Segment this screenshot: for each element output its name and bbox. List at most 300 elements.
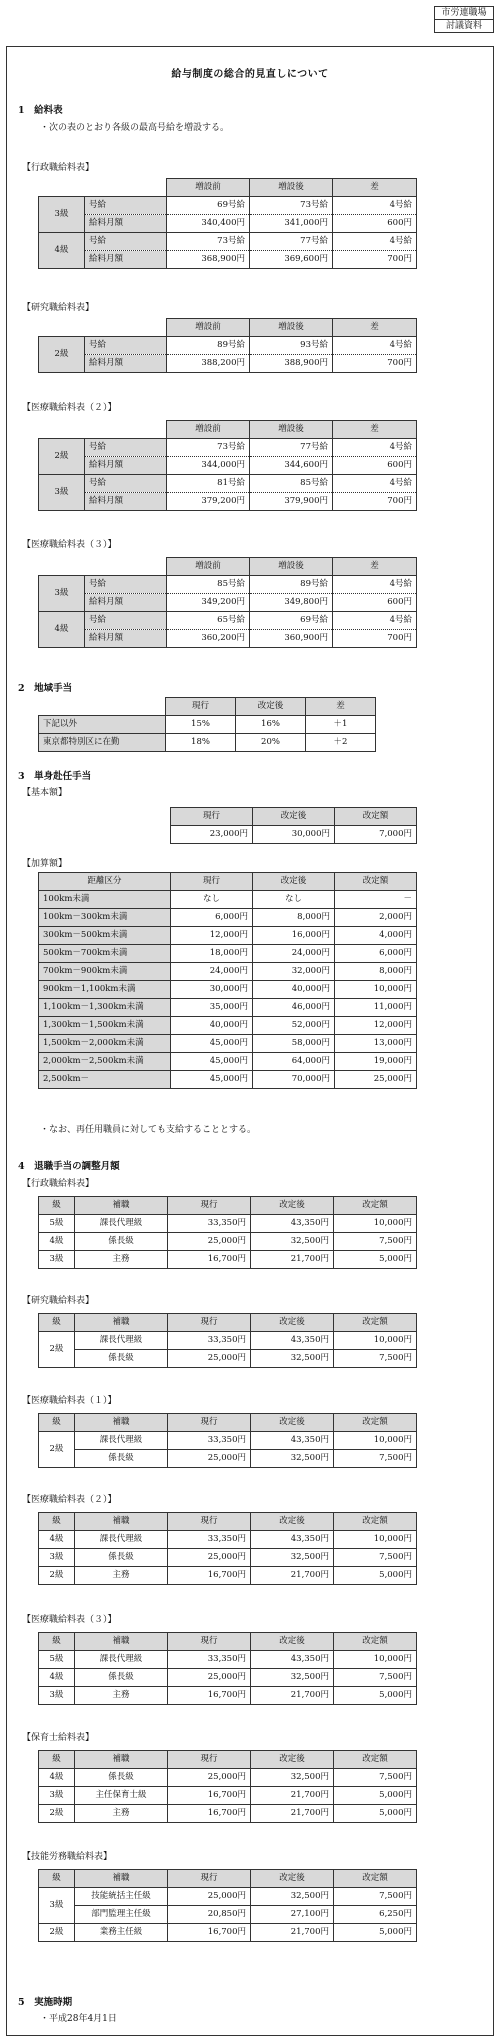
iryo3-retirement-label: 【医療職給料表（３）】: [22, 1615, 117, 1625]
empty-header-cell: [39, 698, 166, 716]
cell: 20,850円: [168, 1906, 251, 1924]
position-cell: 係長級: [75, 1233, 168, 1251]
col-header: 差: [333, 558, 417, 576]
iryo3-salary-label: 【医療職給料表（３）】: [22, 540, 117, 550]
cell: 21,700円: [251, 1787, 334, 1805]
cell: 388,200円: [167, 355, 250, 373]
grade-cell: 4級: [39, 233, 85, 269]
table-header-row: [39, 1314, 417, 1332]
grade-cell: 2級: [39, 337, 85, 373]
item-label: 給料月額: [85, 594, 167, 612]
cell: 349,800円: [250, 594, 333, 612]
cell: 69号給: [250, 612, 333, 630]
cell: 24,000円: [171, 963, 253, 981]
section-5-heading: 5 実施時期: [18, 1997, 73, 2008]
col-header: 増設後: [250, 179, 333, 197]
cell: 16,700円: [168, 1251, 251, 1269]
grade-cell: 3級: [39, 475, 85, 511]
cell: 16,700円: [168, 1924, 251, 1942]
cell: 16,700円: [168, 1687, 251, 1705]
gino-retirement-table: [38, 1869, 417, 1942]
cell: 25,000円: [168, 1549, 251, 1567]
item-label: 号給: [85, 233, 167, 251]
cell: 4号給: [333, 233, 417, 251]
cell: 70,000円: [253, 1071, 335, 1089]
cell: 600円: [333, 215, 417, 233]
cell: 43,350円: [251, 1432, 334, 1450]
grade-cell: 5級: [39, 1215, 75, 1233]
table-row: [39, 1805, 417, 1823]
col-header: 改定額: [335, 808, 417, 826]
section-1-note: ・次の表のとおり各級の最高号給を増設する。: [40, 123, 230, 133]
cell: 4号給: [333, 475, 417, 493]
kenkyu-salary-table: [38, 318, 417, 373]
table-row: [39, 1071, 417, 1089]
position-cell: 主任保育士級: [75, 1787, 168, 1805]
empty-header-cell: [39, 319, 167, 337]
cell: 43,350円: [251, 1531, 334, 1549]
col-header: 改定後: [251, 1633, 334, 1651]
col-header: 補職: [75, 1513, 168, 1531]
table-row: [39, 1350, 417, 1368]
table-row: [39, 1769, 417, 1787]
iryo1-retirement-label: 【医療職給料表（１）】: [22, 1396, 117, 1406]
col-header: 改定後: [251, 1751, 334, 1769]
table-row: [39, 1332, 417, 1350]
col-header: 改定後: [251, 1513, 334, 1531]
cell: 25,000円: [168, 1669, 251, 1687]
table-row: [39, 337, 417, 355]
col-header: 現行: [168, 1314, 251, 1332]
cell: 4号給: [333, 576, 417, 594]
position-cell: 係長級: [75, 1769, 168, 1787]
item-label: 給料月額: [85, 251, 167, 269]
cell: 4,000円: [335, 927, 417, 945]
section-3-heading: 3 単身赴任手当: [18, 771, 92, 782]
cell: 10,000円: [334, 1332, 417, 1350]
cell: ＋1: [306, 716, 376, 734]
cell: 700円: [333, 355, 417, 373]
gyosei-retirement-table: [38, 1196, 417, 1269]
cell: 2,000円: [335, 909, 417, 927]
cell: 5,000円: [334, 1567, 417, 1585]
cell: 32,500円: [251, 1450, 334, 1468]
cell: 7,500円: [334, 1350, 417, 1368]
grade-cell: 4級: [39, 1769, 75, 1787]
cell: 85号給: [167, 576, 250, 594]
position-cell: 係長級: [75, 1450, 168, 1468]
position-cell: 部門監理主任級: [75, 1906, 168, 1924]
table-row: [39, 1053, 417, 1071]
col-header: 改定後: [253, 808, 335, 826]
document-stamp: [434, 6, 494, 33]
cell: 10,000円: [334, 1215, 417, 1233]
table-row: [39, 493, 417, 511]
cell: 65号給: [167, 612, 250, 630]
col-header: 増設後: [250, 421, 333, 439]
col-header: 増設後: [250, 319, 333, 337]
cell: 45,000円: [171, 1035, 253, 1053]
cell: 340,400円: [167, 215, 250, 233]
table-row: [39, 1687, 417, 1705]
cell: 349,200円: [167, 594, 250, 612]
cell: 64,000円: [253, 1053, 335, 1071]
cell: 7,500円: [334, 1233, 417, 1251]
table-row: [39, 612, 417, 630]
row-label: 下記以外: [39, 716, 166, 734]
distance-label: 1,100km－1,300km未満: [39, 999, 171, 1017]
distance-label: 100km未満: [39, 891, 171, 909]
table-header-row: [39, 1513, 417, 1531]
cell: 5,000円: [334, 1787, 417, 1805]
kenkyu-salary-label: 【研究職給料表】: [22, 303, 95, 313]
table-row: [39, 1251, 417, 1269]
table-row: [39, 1432, 417, 1450]
table-row: [171, 826, 417, 844]
row-label: 東京都特別区に在勤: [39, 734, 166, 752]
cell: 25,000円: [168, 1769, 251, 1787]
cell: 33,350円: [168, 1432, 251, 1450]
grade-cell: 2級: [39, 1924, 75, 1942]
col-header: 級: [39, 1751, 75, 1769]
cell: 33,350円: [168, 1215, 251, 1233]
col-header: 改定後: [251, 1314, 334, 1332]
cell: 45,000円: [171, 1071, 253, 1089]
table-row: [39, 251, 417, 269]
position-cell: 課長代理級: [75, 1432, 168, 1450]
cell: 73号給: [167, 439, 250, 457]
col-header: 現行: [168, 1197, 251, 1215]
cell: 700円: [333, 493, 417, 511]
col-header: 現行: [171, 808, 253, 826]
section-1-heading: 1 給料表: [18, 105, 63, 116]
cell: 10,000円: [334, 1432, 417, 1450]
kenkyu-retirement-label: 【研究職給料表】: [22, 1296, 95, 1306]
cell: 16,000円: [253, 927, 335, 945]
cell: 25,000円: [168, 1450, 251, 1468]
cell: 32,500円: [251, 1350, 334, 1368]
cell: 19,000円: [335, 1053, 417, 1071]
cell: 4号給: [333, 337, 417, 355]
gyosei-salary-label: 【行政職給料表】: [22, 163, 95, 173]
cell: 16%: [236, 716, 306, 734]
cell: 8,000円: [253, 909, 335, 927]
grade-cell: 5級: [39, 1651, 75, 1669]
cell: 81号給: [167, 475, 250, 493]
cell: 43,350円: [251, 1651, 334, 1669]
table-row: [39, 999, 417, 1017]
section-5-note: ・平成28年4月1日: [40, 2014, 117, 2024]
table-row: [39, 594, 417, 612]
cell: 344,000円: [167, 457, 250, 475]
grade-cell: 2級: [39, 439, 85, 475]
cell: なし: [171, 891, 253, 909]
cell: 46,000円: [253, 999, 335, 1017]
empty-header-cell: [39, 558, 167, 576]
col-header: 距離区分: [39, 873, 171, 891]
col-header: 増設前: [167, 319, 250, 337]
position-cell: 業務主任級: [75, 1924, 168, 1942]
distance-label: 2,500km－: [39, 1071, 171, 1089]
table-header-row: [39, 319, 417, 337]
table-row: [39, 475, 417, 493]
col-header: 改定額: [335, 873, 417, 891]
position-cell: 係長級: [75, 1669, 168, 1687]
cell: 360,900円: [250, 630, 333, 648]
cell: 33,350円: [168, 1651, 251, 1669]
col-header: 現行: [168, 1414, 251, 1432]
table-header-row: [39, 1414, 417, 1432]
col-header: 改定額: [334, 1314, 417, 1332]
kihon-label: 【基本額】: [22, 788, 68, 798]
grade-cell: 3級: [39, 1549, 75, 1567]
table-header-row: [39, 1197, 417, 1215]
kenkyu-retirement-table: [38, 1313, 417, 1368]
cell: 20%: [236, 734, 306, 752]
grade-cell: 3級: [39, 576, 85, 612]
cell: 6,250円: [334, 1906, 417, 1924]
iryo2-retirement-table: [38, 1512, 417, 1585]
chiiki-teate-table: [38, 697, 376, 752]
cell: 21,700円: [251, 1687, 334, 1705]
cell: 43,350円: [251, 1332, 334, 1350]
col-header: 補職: [75, 1633, 168, 1651]
table-row: [39, 963, 417, 981]
table-row: [39, 233, 417, 251]
cell: 5,000円: [334, 1687, 417, 1705]
cell: 5,000円: [334, 1251, 417, 1269]
cell: 69号給: [167, 197, 250, 215]
col-header: 増設前: [167, 558, 250, 576]
position-cell: 主務: [75, 1805, 168, 1823]
position-cell: 主務: [75, 1687, 168, 1705]
table-row: [39, 215, 417, 233]
col-header: 差: [333, 179, 417, 197]
grade-cell: 2級: [39, 1805, 75, 1823]
distance-label: 500km－700km未満: [39, 945, 171, 963]
col-header: 改定後: [236, 698, 306, 716]
cell: 4号給: [333, 612, 417, 630]
cell: 16,700円: [168, 1567, 251, 1585]
iryo2-salary-label: 【医療職給料表（２）】: [22, 403, 117, 413]
stamp-line-1: 市労連職場: [441, 8, 487, 18]
cell: 10,000円: [334, 1651, 417, 1669]
cell: 85号給: [250, 475, 333, 493]
col-header: 差: [306, 698, 376, 716]
cell: 388,900円: [250, 355, 333, 373]
col-header: 増設前: [167, 421, 250, 439]
cell: 341,000円: [250, 215, 333, 233]
cell: 4号給: [333, 439, 417, 457]
cell: 7,500円: [334, 1450, 417, 1468]
grade-cell: 4級: [39, 1233, 75, 1251]
cell: 344,600円: [250, 457, 333, 475]
grade-cell: 2級: [39, 1567, 75, 1585]
cell: 16,700円: [168, 1787, 251, 1805]
col-header: 改定後: [251, 1414, 334, 1432]
cell: 10,000円: [334, 1531, 417, 1549]
col-header: 補職: [75, 1314, 168, 1332]
grade-cell: 3級: [39, 197, 85, 233]
col-header: 増設前: [167, 179, 250, 197]
kasan-label: 【加算額】: [22, 859, 68, 869]
cell: 21,700円: [251, 1567, 334, 1585]
table-row: [39, 927, 417, 945]
table-row: [39, 1924, 417, 1942]
cell: 600円: [333, 594, 417, 612]
cell: 25,000円: [335, 1071, 417, 1089]
table-header-row: [39, 1870, 417, 1888]
cell: 32,500円: [251, 1233, 334, 1251]
cell: 10,000円: [335, 981, 417, 999]
table-row: [39, 457, 417, 475]
table-row: [39, 891, 417, 909]
position-cell: 主務: [75, 1251, 168, 1269]
cell: 27,100円: [251, 1906, 334, 1924]
table-row: [39, 630, 417, 648]
section-3-note: ・なお、再任用職員に対しても支給することとする。: [40, 1125, 257, 1135]
col-header: 級: [39, 1513, 75, 1531]
cell: 8,000円: [335, 963, 417, 981]
grade-cell: 4級: [39, 612, 85, 648]
position-cell: 係長級: [75, 1350, 168, 1368]
table-row: [39, 734, 376, 752]
grade-cell: 3級: [39, 1251, 75, 1269]
cell: 4号給: [333, 197, 417, 215]
col-header: 差: [333, 319, 417, 337]
col-header: 級: [39, 1870, 75, 1888]
table-header-row: [39, 179, 417, 197]
table-header-row: [39, 558, 417, 576]
stamp-line-2: 討議資料: [435, 19, 493, 32]
cell: 21,700円: [251, 1805, 334, 1823]
cell: 700円: [333, 251, 417, 269]
iryo1-retirement-table: [38, 1413, 417, 1468]
col-header: 改定額: [334, 1870, 417, 1888]
cell: 6,000円: [335, 945, 417, 963]
table-row: [39, 1035, 417, 1053]
cell: 379,900円: [250, 493, 333, 511]
gyosei-salary-table: [38, 178, 417, 269]
col-header: 級: [39, 1414, 75, 1432]
cell: 35,000円: [171, 999, 253, 1017]
cell: 18%: [166, 734, 236, 752]
position-cell: 課長代理級: [75, 1332, 168, 1350]
iryo3-retirement-table: [38, 1632, 417, 1705]
table-header-row: [39, 421, 417, 439]
cell: 58,000円: [253, 1035, 335, 1053]
table-header-row: [39, 1633, 417, 1651]
table-row: [39, 1233, 417, 1251]
cell: 5,000円: [334, 1805, 417, 1823]
item-label: 号給: [85, 576, 167, 594]
gyosei-retirement-label: 【行政職給料表】: [22, 1179, 95, 1189]
item-label: 給料月額: [85, 355, 167, 373]
grade-cell: 3級: [39, 1787, 75, 1805]
position-cell: 技能統括主任級: [75, 1888, 168, 1906]
distance-label: 300km－500km未満: [39, 927, 171, 945]
item-label: 号給: [85, 439, 167, 457]
item-label: 号給: [85, 475, 167, 493]
cell: 369,600円: [250, 251, 333, 269]
table-row: [39, 981, 417, 999]
cell: 33,350円: [168, 1332, 251, 1350]
cell: 33,350円: [168, 1531, 251, 1549]
cell: 32,500円: [251, 1669, 334, 1687]
table-header-row: [39, 1751, 417, 1769]
item-label: 給料月額: [85, 493, 167, 511]
col-header: 改定額: [334, 1633, 417, 1651]
col-header: 補職: [75, 1751, 168, 1769]
cell: 6,000円: [171, 909, 253, 927]
grade-cell: 2級: [39, 1432, 75, 1468]
position-cell: 課長代理級: [75, 1651, 168, 1669]
cell: 7,500円: [334, 1888, 417, 1906]
iryo2-salary-table: [38, 420, 417, 511]
table-row: [39, 1888, 417, 1906]
position-cell: 主務: [75, 1567, 168, 1585]
cell: 30,000円: [171, 981, 253, 999]
col-header: 級: [39, 1633, 75, 1651]
table-row: [39, 576, 417, 594]
col-header: 改定後: [253, 873, 335, 891]
cell: 5,000円: [334, 1924, 417, 1942]
table-row: [39, 1567, 417, 1585]
col-header: 改定額: [334, 1197, 417, 1215]
table-row: [39, 355, 417, 373]
cell: 7,500円: [334, 1549, 417, 1567]
cell: 45,000円: [171, 1053, 253, 1071]
table-row: [39, 1549, 417, 1567]
cell: 25,000円: [168, 1233, 251, 1251]
item-label: 号給: [85, 612, 167, 630]
table-header-row: [39, 698, 376, 716]
cell: 16,700円: [168, 1805, 251, 1823]
col-header: 補職: [75, 1197, 168, 1215]
cell: 21,700円: [251, 1251, 334, 1269]
empty-header-cell: [39, 421, 167, 439]
grade-cell: 4級: [39, 1669, 75, 1687]
cell: 89号給: [250, 576, 333, 594]
col-header: 級: [39, 1314, 75, 1332]
distance-label: 900km－1,100km未満: [39, 981, 171, 999]
hoiku-retirement-table: [38, 1750, 417, 1823]
hoiku-retirement-label: 【保育士給料表】: [22, 1733, 95, 1743]
col-header: 改定後: [251, 1870, 334, 1888]
distance-label: 2,000km－2,500km未満: [39, 1053, 171, 1071]
cell: 52,000円: [253, 1017, 335, 1035]
table-row: [39, 1215, 417, 1233]
cell: 32,500円: [251, 1549, 334, 1567]
col-header: 改定額: [334, 1513, 417, 1531]
cell: 12,000円: [335, 1017, 417, 1035]
col-header: 改定後: [251, 1197, 334, 1215]
distance-label: 700km－900km未満: [39, 963, 171, 981]
page-title: 給与制度の総合的見直しについて: [171, 69, 329, 80]
table-header-row: [171, 808, 417, 826]
cell: 32,500円: [251, 1769, 334, 1787]
col-header: 差: [333, 421, 417, 439]
item-label: 給料月額: [85, 630, 167, 648]
grade-cell: 3級: [39, 1687, 75, 1705]
table-row: [39, 1669, 417, 1687]
grade-cell: 4級: [39, 1531, 75, 1549]
cell: 379,200円: [167, 493, 250, 511]
cell: 18,000円: [171, 945, 253, 963]
table-row: [39, 1450, 417, 1468]
kihon-table: [170, 807, 417, 844]
table-header-row: [39, 873, 417, 891]
